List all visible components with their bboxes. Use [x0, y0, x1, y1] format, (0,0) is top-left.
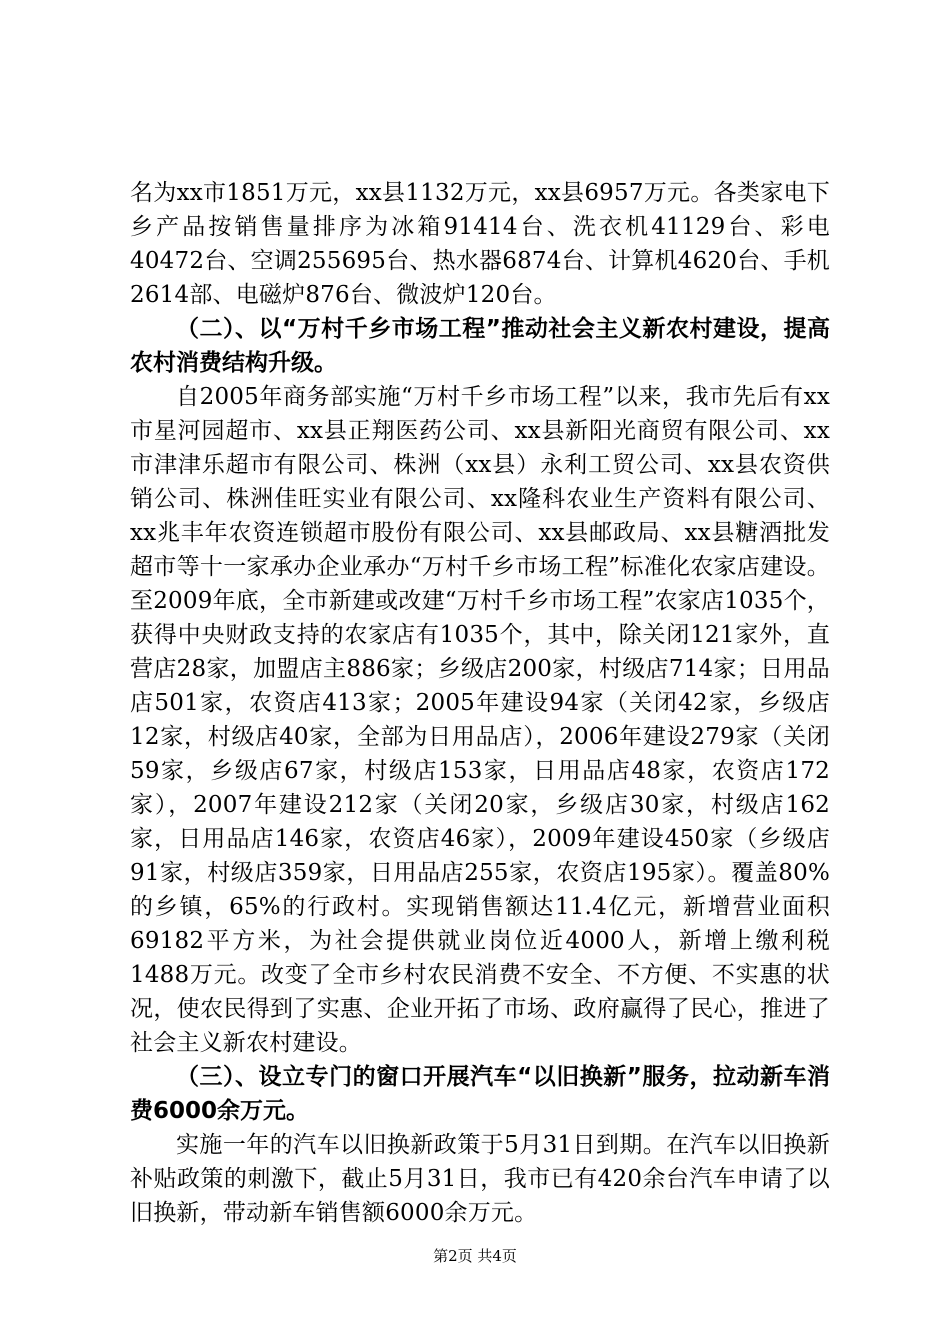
paragraph-village-market-project: 自2005年商务部实施“万村千乡市场工程”以来，我市先后有xx市星河园超市、xx县正翔医药公司、xx县新阳光商贸有限公司、xx市津津乐超市有限公司、株洲（xx县）永利工贸公司、xx县农资供销公司、株洲佳旺实业有限公司、xx隆科农业生产资料有限公司、xx兆丰年农资连锁超市股份有限公司、xx县邮政局、xx县糖酒批发超市等十一家承办企业承办“万村千乡市场工程”标准化农家店建设。至2009年底，全市新建或改建“万村千乡市场工程”农家店1035个，获得中央财政支持的农家店有1035个，其中，除关闭121家外，直营店28家，加盟店主886家；乡级店200家，村级店714家；日用品店501家，农资店413家；2005年建设94家（关闭42家，乡级店12家，村级店40家，全部为日用品店），2006年建设279家（关闭59家，乡级店67家，村级店153家，日用品店48家，农资店172家），2007年建设212家（关闭20家，乡级店30家，村级店162家，日用品店146家，农资店46家），2009年建设450家（乡级店91家，村级店359家，日用品店255家，农资店195家）。覆盖80%的乡镇，65%的行政村。实现销售额达11.4亿元，新增营业面积69182平方米，为社会提供就业岗位近4000人，新增上缴利税1488万元。改变了全市乡村农民消费不安全、不方便、不实惠的状况，使农民得到了实惠、企业开拓了市场、政府赢得了民心，推进了社会主义新农村建设。 [130, 384, 830, 1056]
document-body [130, 176, 830, 1230]
page-footer: 第2页 共4页 [433, 1247, 517, 1265]
paragraph-appliance-sales: 名为xx市1851万元，xx县1132万元，xx县6957万元。各类家电下乡产品按销售量排序为冰箱91414台、洗衣机41129台、彩电40472台、空调255695台、热水器6874台、计算机4620台、手机2614部、电磁炉876台、微波炉120台。 [130, 180, 830, 308]
section-heading-3: （三）、设立专门的窗口开展汽车“以旧换新”服务，拉动新车消费6000余万元。 [130, 1064, 830, 1124]
section-heading-2: （二）、以“万村千乡市场工程”推动社会主义新农村建设，提高农村消费结构升级。 [130, 316, 830, 376]
paragraph-car-trade-in: 实施一年的汽车以旧换新政策于5月31日到期。在汽车以旧换新补贴政策的刺激下，截止5月31日，我市已有420余台汽车申请了以旧换新，带动新车销售额6000余万元。 [130, 1132, 830, 1226]
